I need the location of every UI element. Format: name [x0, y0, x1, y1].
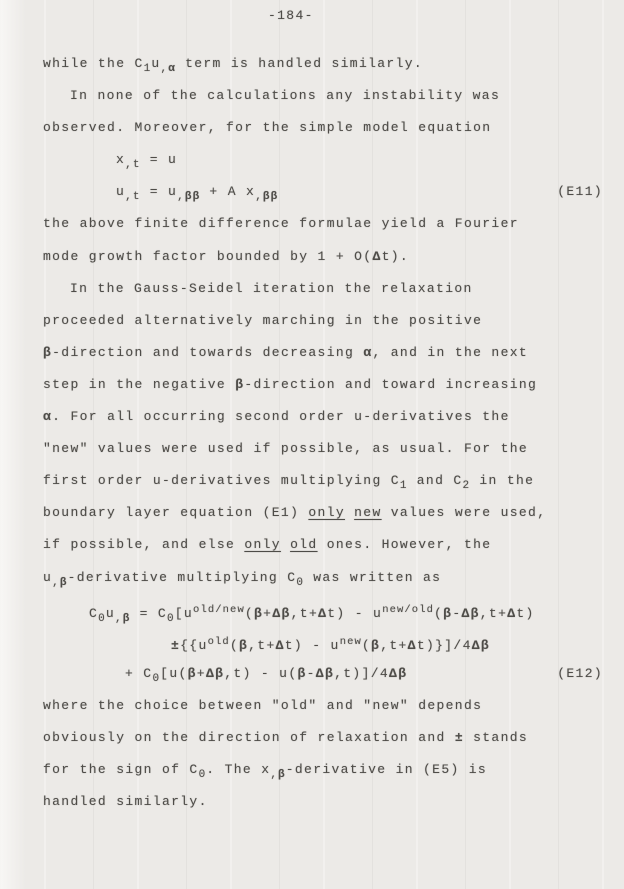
greek-symbol: β	[270, 191, 279, 204]
subscript: ,ββ	[177, 191, 201, 204]
text-line: $\pm\{\{u^{old}(\beta,t+\Delta t) - u^{new}(\beta,t+\Delta t)\}]/4\Delta\beta$	[171, 635, 491, 653]
greek-symbol: β	[480, 637, 491, 653]
subscript: ,ββ	[255, 191, 279, 204]
greek-symbol: β	[59, 576, 68, 589]
text-line: α. For all occurring second order u-derivatives the	[43, 409, 510, 425]
greek-symbol: Δ	[275, 637, 285, 653]
subscript: 0	[296, 576, 305, 589]
subscript: 0	[152, 672, 161, 685]
text-line: step in the negative β-direction and toward increasing	[43, 376, 538, 392]
greek-symbol: Δ	[407, 637, 417, 653]
greek-symbol: Δ	[389, 665, 399, 681]
subscript: 0	[198, 769, 207, 782]
subscript: ,α	[160, 63, 176, 75]
text-line: $u_{,t} = u_{,\beta\beta} + A$ $x_{,\beta\beta}$ (E11)	[43, 176, 603, 208]
subscript: ,t	[125, 191, 141, 204]
greek-symbol: ±	[171, 637, 181, 653]
greek-symbol: Δ	[372, 248, 382, 264]
greek-symbol: β	[192, 191, 201, 204]
text-line: $x_{,t} = u$	[116, 152, 178, 172]
superscript: old/new	[193, 603, 245, 616]
text-line: proceeded alternatively marching in the positive	[43, 312, 483, 328]
subscript: 1	[399, 480, 408, 493]
greek-symbol: β	[371, 637, 381, 653]
text-line: "new" values were used if possible, as usual. For the	[43, 441, 529, 457]
text-line: while the $C_1u_{,\alpha}$ term is handled similarly.	[43, 56, 424, 75]
superscript: new	[339, 635, 362, 648]
text-line: first order u-derivatives multiplying $C_1$ and $C_2$ in the	[43, 473, 535, 493]
greek-symbol: Δ	[471, 637, 481, 653]
greek-symbol: β	[470, 605, 480, 621]
greek-symbol: β	[278, 769, 286, 782]
greek-symbol: β	[187, 665, 197, 681]
subscript: 0	[167, 612, 175, 625]
equation-label: (E11)	[557, 184, 603, 200]
page-text-body	[43, 48, 603, 818]
text-line: obviously on the direction of relaxation and ± stands	[43, 729, 529, 745]
text-line: In the Gauss-Seidel iteration the relaxation	[70, 280, 473, 296]
greek-symbol: β	[398, 665, 408, 681]
subscript: ,β	[115, 612, 131, 625]
greek-symbol: β	[297, 665, 307, 681]
greek-symbol: β	[324, 665, 335, 681]
text-line: $u_{,\beta}$-derivative multiplying $C_0$ was written as	[43, 569, 442, 589]
greek-symbol: β	[43, 344, 53, 360]
text-line: $C_0u_{,\beta} = C_0[u^{old/new}(\beta+\Delta\beta,t+\Delta t) - u^{new/old}(\beta-\Delta\beta,t+\Delta t)$	[89, 603, 535, 625]
subscript: 0	[98, 612, 106, 625]
greek-symbol: β	[184, 191, 193, 204]
underlined-word: new	[354, 505, 382, 521]
greek-symbol: α	[168, 63, 176, 75]
text-line: if possible, and else only old ones. However, the	[43, 537, 492, 553]
subscript: ,t	[125, 159, 141, 172]
greek-symbol: Δ	[315, 665, 325, 681]
subscript: 2	[462, 480, 471, 493]
greek-symbol: Δ	[272, 605, 282, 621]
underlined-word: old	[290, 537, 318, 553]
text-line: + $C_0[u(\beta+\Delta\beta,t) - u(\beta-\Delta\beta,t)]/4\Delta\beta$ (E12)	[43, 658, 603, 690]
text-line: observed. Moreover, for the simple model equation	[43, 120, 492, 136]
greek-symbol: α	[43, 409, 53, 425]
text-line: where the choice between "old" and "new" depends	[43, 697, 483, 713]
greek-symbol: β	[262, 191, 271, 204]
equation-label: (E12)	[557, 665, 603, 681]
text-line: mode growth factor bounded by 1 + O(Δt).	[43, 248, 410, 264]
greek-symbol: β	[122, 612, 131, 625]
text-line: β-direction and towards decreasing α, and in the next	[43, 344, 529, 360]
underlined-word: only	[308, 505, 345, 521]
text-line: boundary layer equation (E1) only new values were used,	[43, 505, 547, 521]
subscript: 1	[143, 63, 152, 75]
greek-symbol: β	[235, 376, 245, 392]
page-number: -184-	[268, 8, 314, 23]
superscript: new/old	[382, 603, 434, 616]
text-line: handled similarly.	[43, 794, 208, 810]
greek-symbol: α	[363, 344, 373, 360]
text-line: In none of the calculations any instability was	[70, 88, 501, 104]
subscript: ,β	[52, 576, 68, 589]
text-line: for the sign of $C_0$. The $x_{,\beta}$-derivative in (E5) is	[43, 762, 488, 782]
greek-symbol: Δ	[461, 605, 471, 621]
greek-symbol: Δ	[507, 605, 517, 621]
greek-symbol: β	[443, 605, 453, 621]
greek-symbol: β	[238, 637, 249, 653]
greek-symbol: β	[281, 605, 291, 621]
subscript: ,β	[270, 769, 286, 782]
greek-symbol: Δ	[205, 665, 216, 681]
greek-symbol: ±	[454, 729, 464, 745]
underlined-word: only	[244, 537, 281, 553]
greek-symbol: β	[215, 665, 225, 681]
greek-symbol: Δ	[318, 605, 328, 621]
superscript: old	[207, 635, 230, 648]
greek-symbol: β	[254, 605, 264, 621]
text-line: the above finite difference formulae yield a Fourier	[43, 216, 519, 232]
